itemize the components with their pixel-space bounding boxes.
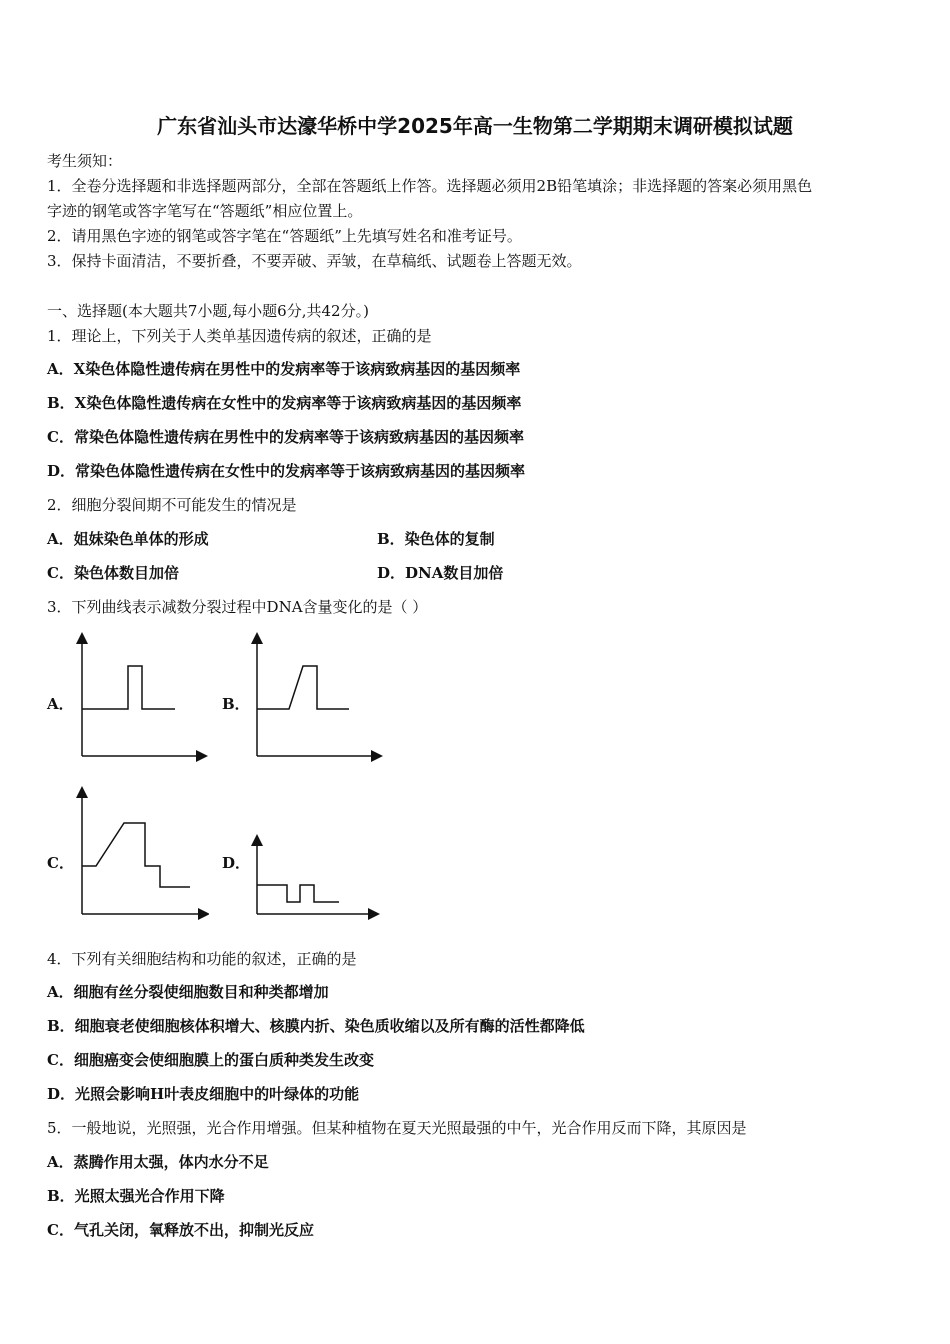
q2-option-c[interactable]: C．染色体数目加倍 bbox=[47, 564, 179, 582]
q2-stem: 2．细胞分裂间期不可能发生的情况是 bbox=[47, 496, 297, 514]
q5-option-a[interactable]: A．蒸腾作用太强，体内水分不足 bbox=[47, 1153, 269, 1171]
notice-item-1-cont: 字迹的钢笔或答字笔写在“答题纸”相应位置上。 bbox=[47, 202, 363, 220]
q4-option-c[interactable]: C．细胞癌变会使细胞膜上的蛋白质种类发生改变 bbox=[47, 1051, 374, 1069]
q1-option-d[interactable]: D．常染色体隐性遗传病在女性中的发病率等于该病致病基因的基因频率 bbox=[47, 462, 526, 480]
q3-graph-a bbox=[74, 632, 209, 767]
q3-option-a[interactable]: A． bbox=[47, 695, 74, 713]
q1-option-b[interactable]: B．X染色体隐性遗传病在女性中的发病率等于该病致病基因的基因频率 bbox=[47, 394, 522, 412]
notice-item-3: 3．保持卡面清洁，不要折叠，不要弄破、弄皱，在草稿纸、试题卷上答题无效。 bbox=[47, 252, 582, 270]
q3-graph-b bbox=[249, 632, 384, 767]
page-title: 广东省汕头市达濠华桥中学2025年高一生物第二学期期末调研模拟试题 bbox=[157, 114, 793, 138]
q4-stem: 4．下列有关细胞结构和功能的叙述，正确的是 bbox=[47, 950, 357, 968]
q1-option-a[interactable]: A．X染色体隐性遗传病在男性中的发病率等于该病致病基因的基因频率 bbox=[47, 360, 521, 378]
q1-option-c[interactable]: C．常染色体隐性遗传病在男性中的发病率等于该病致病基因的基因频率 bbox=[47, 428, 524, 446]
q3-option-c[interactable]: C． bbox=[47, 854, 74, 872]
q3-option-b[interactable]: B． bbox=[222, 695, 250, 713]
q2-option-b[interactable]: B．染色体的复制 bbox=[377, 530, 495, 548]
q4-option-d[interactable]: D．光照会影响H叶表皮细胞中的叶绿体的功能 bbox=[47, 1085, 360, 1103]
q2-option-d[interactable]: D．DNA数目加倍 bbox=[377, 564, 504, 582]
q2-option-a[interactable]: A．姐妹染色单体的形成 bbox=[47, 530, 209, 548]
q4-option-a[interactable]: A．细胞有丝分裂使细胞数目和种类都增加 bbox=[47, 983, 329, 1001]
q4-option-b[interactable]: B．细胞衰老使细胞核体积增大、核膜内折、染色质收缩以及所有酶的活性都降低 bbox=[47, 1017, 585, 1035]
section-heading: 一、选择题(本大题共7小题,每小题6分,共42分。) bbox=[47, 302, 369, 320]
q5-option-b[interactable]: B．光照太强光合作用下降 bbox=[47, 1187, 225, 1205]
q5-option-c[interactable]: C．气孔关闭，氧释放不出，抑制光反应 bbox=[47, 1221, 314, 1239]
notice-item-2: 2．请用黑色字迹的钢笔或答字笔在“答题纸”上先填写姓名和准考证号。 bbox=[47, 227, 522, 245]
q5-stem: 5．一般地说，光照强，光合作用增强。但某种植物在夏天光照最强的中午，光合作用反而下降，其原因是 bbox=[47, 1119, 747, 1137]
q3-graph-c bbox=[74, 786, 209, 921]
q3-stem: 3．下列曲线表示减数分裂过程中DNA含量变化的是（ ） bbox=[47, 598, 428, 616]
q3-graph-d bbox=[249, 834, 384, 924]
q3-option-d[interactable]: D． bbox=[222, 854, 251, 872]
notice-heading: 考生须知： bbox=[47, 152, 123, 170]
notice-item-1: 1．全卷分选择题和非选择题两部分，全部在答题纸上作答。选择题必须用2B铅笔填涂；非选择题的答案必须用黑色 bbox=[47, 177, 813, 195]
q1-stem: 1．理论上，下列关于人类单基因遗传病的叙述，正确的是 bbox=[47, 327, 432, 345]
